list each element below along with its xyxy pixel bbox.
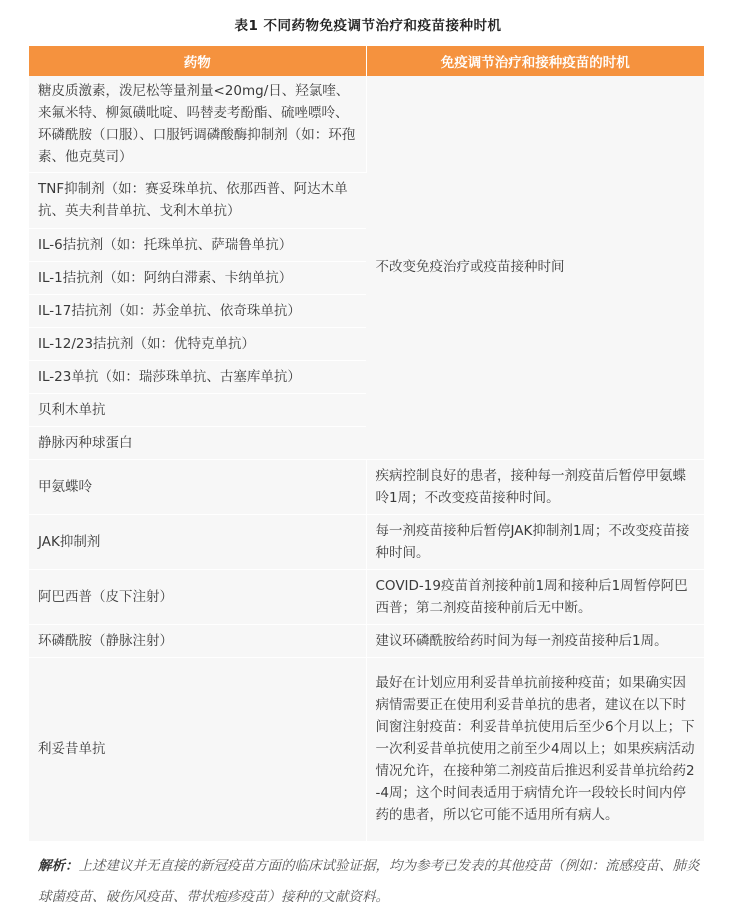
drug-cell: IL-6拮抗剂（如：托珠单抗、萨瑞鲁单抗） — [29, 228, 366, 261]
drug-cell: 甲氨蝶呤 — [29, 459, 366, 514]
timing-cell: COVID-19疫苗首剂接种前1周和接种后1周暂停阿巴西普；第二剂疫苗接种前后无中断。 — [366, 569, 704, 624]
drug-cell: 利妥昔单抗 — [29, 657, 366, 841]
note-text: 上述建议并无直接的新冠疫苗方面的临床试验证据，均为参考已发表的其他疫苗（例如：流感疫苗、肺炎球菌疫苗、破伤风疫苗、带状疱疹疫苗）接种的文献资料。 — [38, 858, 700, 905]
analysis-note — [38, 851, 702, 913]
drug-cell: TNF抑制剂（如：赛妥珠单抗、依那西普、阿达木单抗、英夫利昔单抗、戈利木单抗） — [29, 172, 366, 228]
timing-cell: 疾病控制良好的患者，接种每一剂疫苗后暂停甲氨蝶呤1周；不改变疫苗接种时间。 — [366, 459, 704, 514]
drug-cell: JAK抑制剂 — [29, 514, 366, 569]
drug-cell: IL-17拮抗剂（如：苏金单抗、依奇珠单抗） — [29, 294, 366, 327]
timing-cell-merged: 不改变免疫治疗或疫苗接种时间 — [366, 76, 704, 459]
timing-cell: 每一剂疫苗接种后暂停JAK抑制剂1周；不改变疫苗接种时间。 — [366, 514, 704, 569]
drug-cell: IL-23单抗（如：瑞莎珠单抗、古塞库单抗） — [29, 360, 366, 393]
drug-cell: 贝利木单抗 — [29, 393, 366, 426]
timing-cell: 最好在计划应用利妥昔单抗前接种疫苗；如果确实因病情需要正在使用利妥昔单抗的患者，建议在以下时间窗注射疫苗：利妥昔单抗使用后至少6个月以上；下一次利妥昔单抗使用之前至少4周以上；如果疾病活动情况允许，在接种第二剂疫苗后推迟利妥昔单抗给药2-4周；这个时间表适用于病情允许一段较长时间内停药的患者，所以它可能不适用所有病人。 — [366, 657, 704, 841]
table-title: 表1 不同药物免疫调节治疗和疫苗接种时机 — [234, 18, 502, 34]
drug-cell: IL-1拮抗剂（如：阿纳白滞素、卡纳单抗） — [29, 261, 366, 294]
table-row — [29, 624, 704, 657]
table-row — [29, 569, 704, 624]
table-row — [29, 459, 704, 514]
drug-cell: 静脉丙种球蛋白 — [29, 426, 366, 459]
table-row — [29, 514, 704, 569]
note-label: 解析： — [38, 858, 79, 874]
table-row — [29, 76, 704, 172]
table-header-row — [29, 46, 704, 76]
drug-cell: IL-12/23拮抗剂（如：优特克单抗） — [29, 327, 366, 360]
timing-cell: 建议环磷酰胺给药时间为每一剂疫苗接种后1周。 — [366, 624, 704, 657]
drug-timing-table — [29, 46, 704, 842]
drug-cell: 阿巴西普（皮下注射） — [29, 569, 366, 624]
drug-cell: 糖皮质激素，泼尼松等量剂量<20mg/日、羟氯喹、来氟米特、柳氮磺吡啶、吗替麦考酚酯、硫唑嘌呤、环磷酰胺（口服）、口服钙调磷酸酶抑制剂（如：环孢素、他克莫司） — [29, 76, 366, 172]
drug-cell: 环磷酰胺（静脉注射） — [29, 624, 366, 657]
header-drug: 药物 — [29, 46, 366, 76]
table-row — [29, 657, 704, 841]
header-timing: 免疫调节治疗和接种疫苗的时机 — [366, 46, 704, 76]
